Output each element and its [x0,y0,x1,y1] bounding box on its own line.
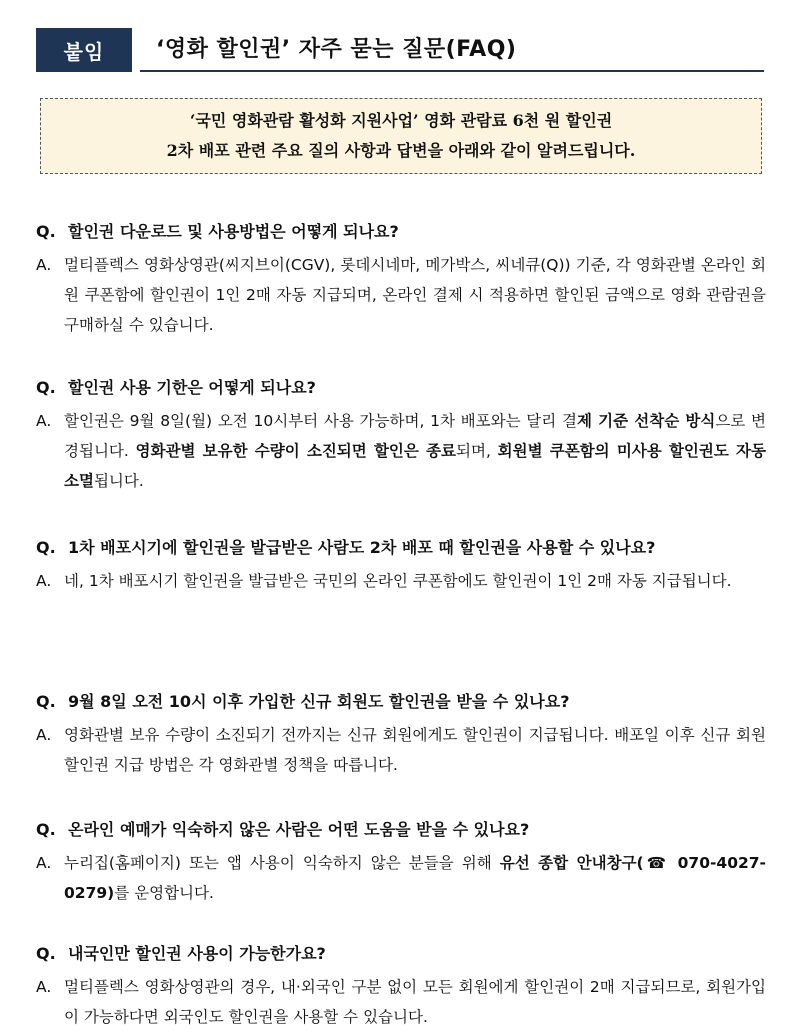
title-underline [140,70,764,72]
question-text: 1차 배포시기에 할인권을 발급받은 사람도 2차 배포 때 할인권을 사용할 수 있나요? [68,538,656,557]
attachment-tag: 붙임 [36,28,132,72]
faq-item-1 [36,218,766,340]
question-text: 온라인 예매가 익숙하지 않은 사람은 어떤 도움을 받을 수 있나요? [68,820,530,839]
faq-question: Q. 할인권 다운로드 및 사용방법은 어떻게 되나요? [36,218,766,246]
faq-answer: A. 할인권은 9월 8일(월) 오전 10시부터 사용 가능하며, 1차 배포와는 달리 결제 기준 선착순 방식으로 변경됩니다. 영화관별 보유한 수량이 소진되면 할인은 종료되며, 회원별 쿠폰함의 미사용 할인권도 자동 소멸됩니다. [36,406,766,496]
page-header [36,28,764,72]
answer-text: 할인권은 9월 8일(월) 오전 10시부터 사용 가능하며, 1차 배포와는 달리 결제 기준 선착순 방식으로 변경됩니다. 영화관별 보유한 수량이 소진되면 할인은 종료되며, 회원별 쿠폰함의 미사용 할인권도 자동 소멸됩니다. [64,412,766,490]
question-text: 할인권 다운로드 및 사용방법은 어떻게 되나요? [68,222,399,241]
faq-question: Q. 내국인만 할인권 사용이 가능한가요? [36,940,766,968]
faq-question: Q. 할인권 사용 기한은 어떻게 되나요? [36,374,766,402]
answer-text: 멀티플렉스 영화상영관의 경우, 내·외국인 구분 없이 모든 회원에게 할인권이 2매 지급되므로, 회원가입이 가능하다면 외국인도 할인권을 사용할 수 있습니다. [64,978,766,1026]
page-title: ‘영화 할인권’ 자주 묻는 질문(FAQ) [156,37,517,62]
answer-text: 멀티플렉스 영화상영관(씨지브이(CGV), 롯데시네마, 메가박스, 씨네큐(Q)) 기준, 각 영화관별 온라인 회원 쿠폰함에 할인권이 1인 2매 자동 지급되며, 온라인 결제 시 적용하면 할인된 금액으로 영화 관람권을 구매하실 수 있습니다. [64,256,766,334]
faq-item-3 [36,534,766,596]
faq-answer: A. 누리집(홈페이지) 또는 앱 사용이 익숙하지 않은 분들을 위해 유선 종합 안내창구(☎ 070-4027-0279)를 운영합니다. [36,848,766,908]
answer-text: 네, 1차 배포시기 할인권을 발급받은 국민의 온라인 쿠폰함에도 할인권이 1인 2매 자동 지급됩니다. [64,572,732,590]
answer-text: 영화관별 보유 수량이 소진되기 전까지는 신규 회원에게도 할인권이 지급됩니다. 배포일 이후 신규 회원 할인권 지급 방법은 각 영화관별 정책을 따릅니다. [64,726,766,774]
faq-item-4 [36,688,766,780]
notice-line-1: ‘국민 영화관람 활성화 지원사업’ 영화 관람료 6천 원 할인권 [189,111,613,130]
question-text: 9월 8일 오전 10시 이후 가입한 신규 회원도 할인권을 받을 수 있나요? [68,692,570,711]
faq-answer: A. 멀티플렉스 영화상영관(씨지브이(CGV), 롯데시네마, 메가박스, 씨네큐(Q)) 기준, 각 영화관별 온라인 회원 쿠폰함에 할인권이 1인 2매 자동 지급되며, 온라인 결제 시 적용하면 할인된 금액으로 영화 관람권을 구매하실 수 있습니다. [36,250,766,340]
faq-question: Q. 온라인 예매가 익숙하지 않은 사람은 어떤 도움을 받을 수 있나요? [36,816,766,844]
notice-line-2: 2차 배포 관련 주요 질의 사항과 답변을 아래와 같이 알려드립니다. [166,141,636,160]
notice-box [40,98,762,174]
faq-item-2 [36,374,766,496]
faq-item-6 [36,940,766,1032]
question-text: 할인권 사용 기한은 어떻게 되나요? [68,378,316,397]
faq-question: Q. 9월 8일 오전 10시 이후 가입한 신규 회원도 할인권을 받을 수 있나요? [36,688,766,716]
faq-question: Q. 1차 배포시기에 할인권을 발급받은 사람도 2차 배포 때 할인권을 사용할 수 있나요? [36,534,766,562]
question-text: 내국인만 할인권 사용이 가능한가요? [68,944,326,963]
faq-item-5 [36,816,766,908]
faq-answer: A. 멀티플렉스 영화상영관의 경우, 내·외국인 구분 없이 모든 회원에게 할인권이 2매 지급되므로, 회원가입이 가능하다면 외국인도 할인권을 사용할 수 있습니다. [36,972,766,1032]
faq-answer: A. 영화관별 보유 수량이 소진되기 전까지는 신규 회원에게도 할인권이 지급됩니다. 배포일 이후 신규 회원 할인권 지급 방법은 각 영화관별 정책을 따릅니다. [36,720,766,780]
answer-text: 누리집(홈페이지) 또는 앱 사용이 익숙하지 않은 분들을 위해 유선 종합 안내창구(☎ 070-4027-0279)를 운영합니다. [64,854,766,902]
faq-answer: A. 네, 1차 배포시기 할인권을 발급받은 국민의 온라인 쿠폰함에도 할인권이 1인 2매 자동 지급됩니다. [36,566,766,596]
